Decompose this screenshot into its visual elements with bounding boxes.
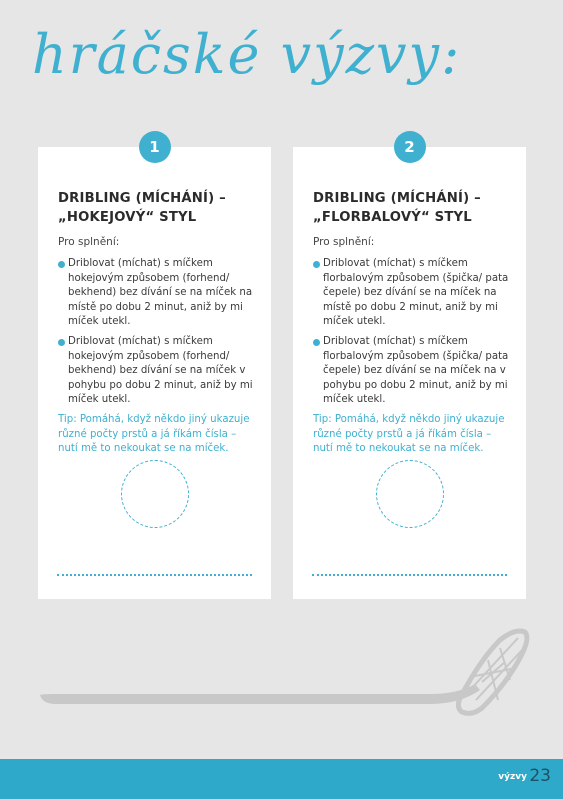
challenge-title-line1: DRIBLING (MÍCHÁNÍ) – [313, 191, 481, 206]
challenge-number-badge: 1 [139, 131, 171, 163]
requirement-item [313, 335, 513, 408]
challenge-title [313, 189, 513, 227]
signature-line[interactable] [312, 574, 507, 576]
requirement-item [58, 335, 258, 408]
requirement-list [313, 257, 513, 408]
footer-section-label: výzvy [498, 772, 527, 782]
requirement-label: Pro splnění: [313, 236, 375, 248]
requirement-text: Driblovat (míchat) s míčkem florbalovým způsobem (špička/ pata čepele) bez dívání se na míček na místě po dobu 2 minut, aniž by mi míček utekl. [323, 258, 509, 328]
floorball-stick-icon [30, 620, 535, 725]
challenge-title-line1: DRIBLING (MÍCHÁNÍ) – [58, 191, 226, 206]
tip-text: Tip: Pomáhá, když někdo jiný ukazuje různé počty prstů a já říkám čísla – nutí mě to nekoukat se na míček. [313, 413, 505, 455]
signature-line[interactable] [57, 574, 252, 576]
tip-text: Tip: Pomáhá, když někdo jiný ukazuje různé počty prstů a já říkám čísla – nutí mě to nekoukat se na míček. [58, 413, 250, 455]
bullet-dot-icon [313, 261, 320, 268]
challenge-card-2 [293, 138, 526, 599]
requirement-text: Driblovat (míchat) s míčkem hokejovým způsobem (forhend/ bekhend) bez dívání se na míček na místě po dobu 2 minut, aniž by mi míček utekl. [68, 258, 253, 328]
completion-stamp-circle[interactable] [376, 460, 444, 528]
requirement-list [58, 257, 258, 408]
completion-stamp-circle[interactable] [121, 460, 189, 528]
requirement-label: Pro splnění: [58, 236, 120, 248]
requirement-text: Driblovat (míchat) s míčkem hokejovým způsobem (forhend/ bekhend) bez dívání se na míček v pohybu po dobu 2 minut, aniž by mi míček utekl. [68, 335, 253, 406]
challenge-card-1 [38, 138, 271, 599]
page-number: 23 [529, 766, 551, 786]
footer-bar [0, 759, 563, 799]
challenge-title [58, 189, 258, 227]
page-title: hráčské výzvy: [32, 23, 462, 86]
requirement-item [58, 257, 258, 330]
challenge-title-line2: „FLORBALOVÝ“ STYL [313, 210, 472, 225]
bullet-dot-icon [58, 339, 65, 346]
requirement-text: Driblovat (míchat) s míčkem florbalovým způsobem (špička/ pata čepele) bez dívání se na míček na v pohybu po dobu 2 minut, aniž by mi míček utekl. [323, 335, 509, 406]
bullet-dot-icon [58, 261, 65, 268]
challenge-number-badge: 2 [394, 131, 426, 163]
requirement-item [313, 257, 513, 330]
bullet-dot-icon [313, 339, 320, 346]
challenge-title-line2: „HOKEJOVÝ“ STYL [58, 210, 197, 225]
